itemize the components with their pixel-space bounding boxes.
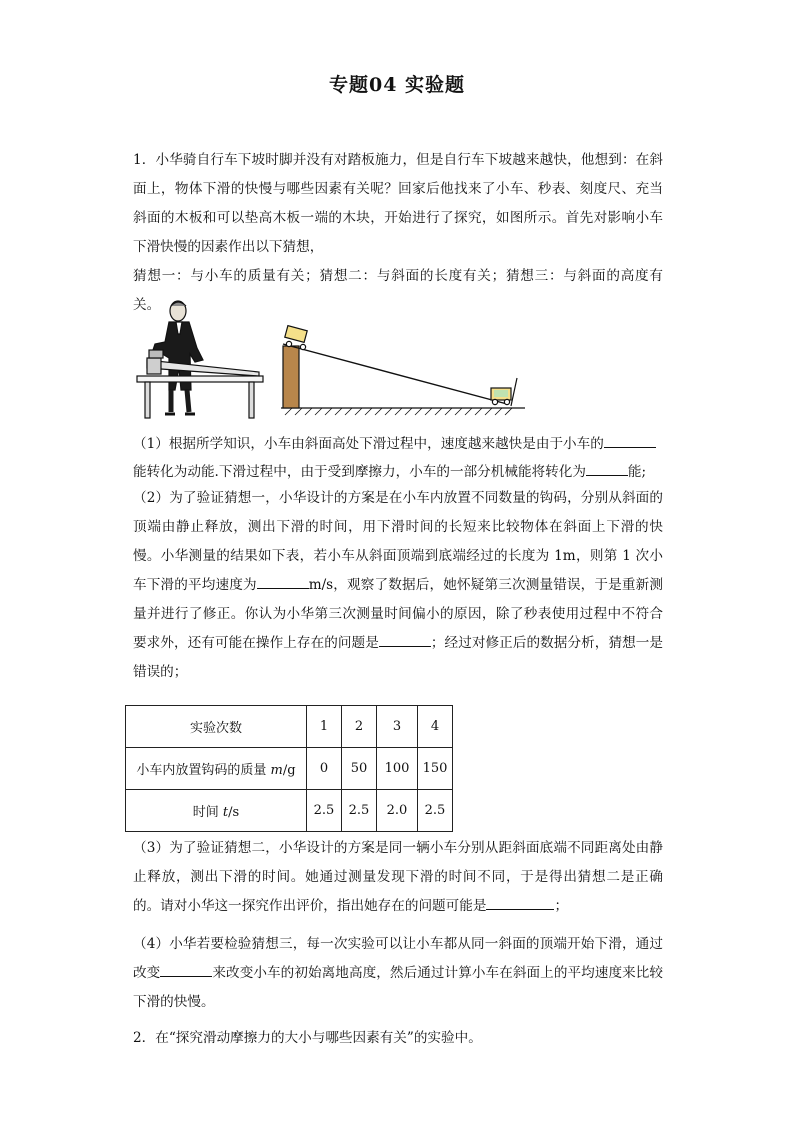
table-cell: 4 bbox=[418, 706, 453, 748]
table-cell: 2.5 bbox=[342, 790, 377, 832]
question-2-intro: 2．在“探究滑动摩擦力的大小与哪些因素有关”的实验中。 bbox=[133, 1030, 482, 1046]
answer-blank-6[interactable] bbox=[160, 962, 212, 977]
table-cell: 0 bbox=[307, 748, 342, 790]
table-cell: 50 bbox=[342, 748, 377, 790]
table-cell: 2.5 bbox=[307, 790, 342, 832]
table-row bbox=[126, 748, 453, 790]
table-cell: 2.0 bbox=[377, 790, 418, 832]
guesses-line: 猜想一：与小车的质量有关；猜想二：与斜面的长度有关；猜想三：与斜面的高度有关。 bbox=[133, 268, 663, 313]
table-cell: 小车内放置钩码的质量 m/g bbox=[126, 748, 307, 790]
table-row bbox=[126, 790, 453, 832]
table-cell: 100 bbox=[377, 748, 418, 790]
answer-blank-3[interactable] bbox=[257, 574, 309, 589]
table-cell: 1 bbox=[307, 706, 342, 748]
part-1-line-2: 能转化为动能.下滑过程中，由于受到摩擦力，小车的一部分机械能将转化为 能; bbox=[133, 461, 646, 482]
part-3-text: （3）为了验证猜想二，小华设计的方案是同一辆小车分别从距斜面底端不同距离处由静止释放，测出下滑的时间。她通过测量发现下滑的时间不同，于是得出猜想二是正确的。请对小华这一探究作出评价，指出她存在的问题可能是 ； bbox=[133, 840, 663, 914]
part-2-text: （2）为了验证猜想一，小华设计的方案是在小车内放置不同数量的钩码，分别从斜面的顶端由静止释放，测出下滑的时间，用下滑时间的长短来比较物体在斜面上下滑的快慢。小华测量的结果如下表，若小车从斜面顶端到底端经过的长度为 1m，则第 1 次小车下滑的平均速度为 m/s，观察了数据后，她怀疑第三次测量错误，于是重新测量并进行了修正。你认为小华第三次测量时间偏小的原因，除了秒表使用过程中不符合要求外，还有可能在操作上存在的问题是 ；经过对修正后的数据分析，猜想一是错误的； bbox=[133, 490, 664, 680]
question-1-intro: 1．小华骑自行车下坡时脚并没有对踏板施力，但是自行车下坡越来越快，他想到：在斜面上，物体下滑的快慢与哪些因素有关呢？回家后他找来了小车、秒表、刻度尺、充当斜面的木板和可以垫高木板一端的木块，开始进行了探究，如图所示。首先对影响小车下滑快慢的因素作出以下猜想， 猜想一：与小车的质量有关；猜想二：与斜面的长度有关；猜想三：与斜面的高度有关。 bbox=[133, 152, 663, 313]
incline-figure bbox=[281, 326, 525, 415]
table-cell: 2 bbox=[342, 706, 377, 748]
answer-blank-1[interactable] bbox=[604, 433, 656, 448]
answer-blank-2[interactable] bbox=[586, 461, 628, 476]
table-cell: 实验次数 bbox=[126, 706, 307, 748]
answer-blank-4[interactable] bbox=[379, 632, 431, 647]
page-title: 专题04 实验题 bbox=[328, 74, 466, 96]
table-row bbox=[126, 706, 453, 748]
data-table bbox=[125, 705, 453, 832]
answer-blank-5[interactable] bbox=[486, 895, 554, 910]
table-cell: 3 bbox=[377, 706, 418, 748]
table-cell: 2.5 bbox=[418, 790, 453, 832]
experiment-illustration bbox=[133, 298, 533, 420]
part-4-text: （4）小华若要检验猜想三，每一次实验可以让小车都从同一斜面的顶端开始下滑，通过改变 来改变小车的初始离地高度，然后通过计算小车在斜面上的平均速度来比较下滑的快慢。 bbox=[133, 936, 664, 1010]
table-cell: 时间 t/s bbox=[126, 790, 307, 832]
part-1-line-1: （1）根据所学知识，小车由斜面高处下滑过程中，速度越来越快是由于小车的 bbox=[133, 433, 656, 454]
table-cell: 150 bbox=[418, 748, 453, 790]
